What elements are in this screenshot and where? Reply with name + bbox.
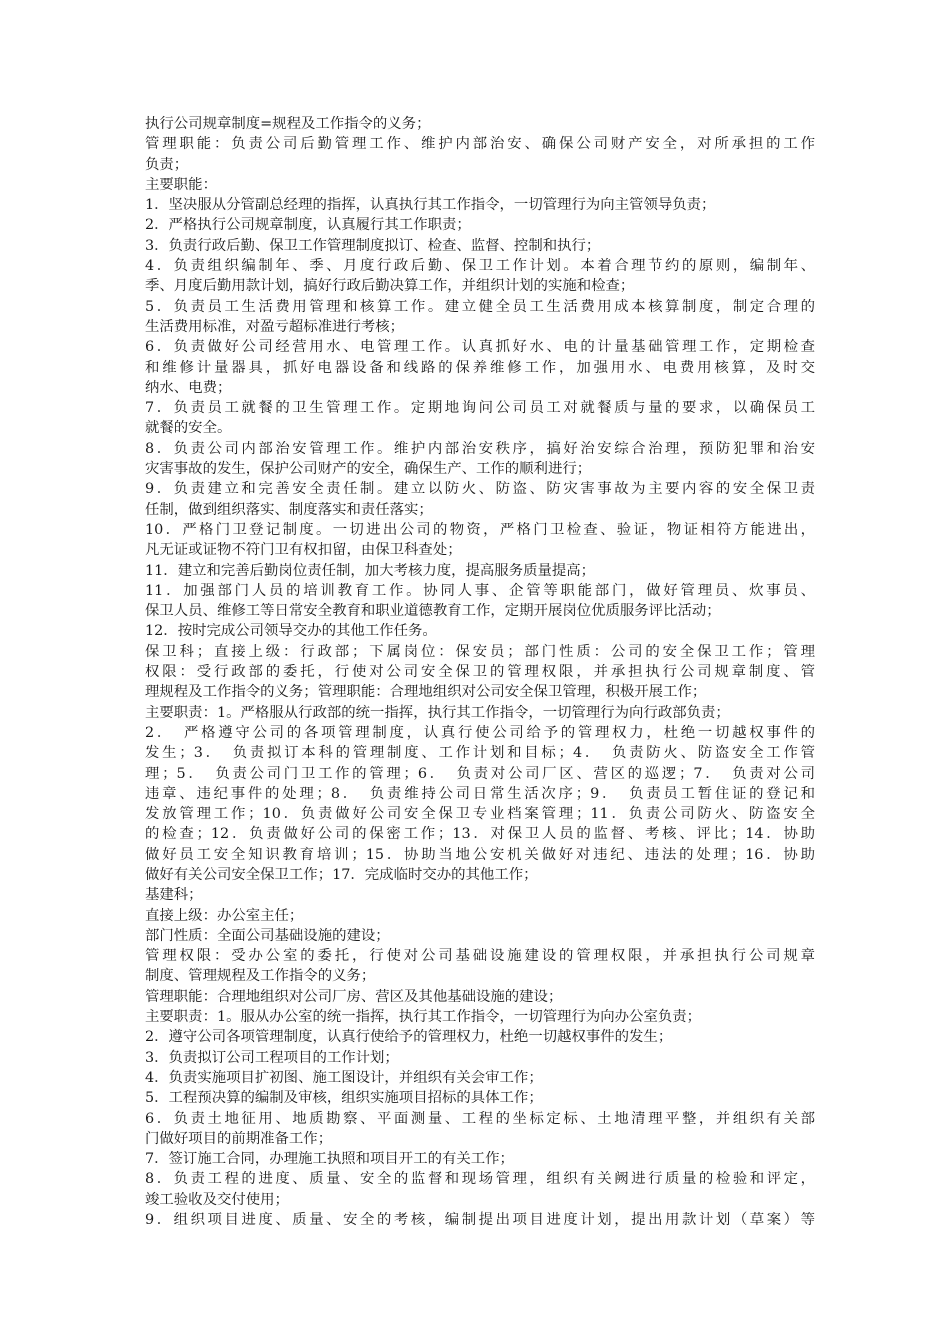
document-line: 纳水、电费； — [145, 379, 232, 396]
document-line: 和维修计量器具，抓好电器设备和线路的保养维修工作，加强用水、电费用核算，及时交 — [145, 359, 815, 376]
document-line: 制度、管理规程及工作指令的义务； — [145, 968, 376, 985]
document-line: 竣工验收及交付使用； — [145, 1191, 289, 1208]
document-line: 11．建立和完善后勤岗位责任制，加大考核力度，提高服务质量提高； — [145, 562, 596, 579]
document-line: 保卫人员、维修工等日常安全教育和职业道德教育工作，定期开展岗位优质服务评比活动； — [145, 603, 721, 620]
document-line: 管理职能：负责公司后勤管理工作、维护内部治安、确保公司财产安全，对所承担的工作 — [145, 136, 815, 153]
document-line: 凡无证或证物不符门卫有权扣留，由保卫科查处； — [145, 542, 462, 559]
document-line: 9．负责建立和完善安全责任制。建立以防火、防盗、防灾害事故为主要内容的安全保卫责 — [145, 481, 815, 498]
document-line: 理；5． 负责公司门卫工作的管理；6． 负责对公司厂区、营区的巡逻；7． 负责对公司 — [145, 765, 815, 782]
document-line: 12．按时完成公司领导交办的其他工作任务。 — [145, 623, 437, 640]
document-line: 直接上级：办公室主任； — [145, 907, 304, 924]
document-line: 主要职能： — [145, 176, 217, 193]
document-line: 5．负责员工生活费用管理和核算工作。建立健全员工生活费用成本核算制度，制定合理的 — [145, 298, 815, 315]
document-line: 理规程及工作指令的义务；管理职能：合理地组织对公司安全保卫管理，积极开展工作； — [145, 684, 707, 701]
document-line: 4．负责组织编制年、季、月度行政后勤、保卫工作计划。本着合理节约的原则，编制年、 — [145, 258, 815, 275]
document-line: 11．加强部门人员的培训教育工作。协同人事、企管等职能部门，做好管理员、炊事员、 — [145, 582, 815, 599]
document-line: 灾害事故的发生，保护公司财产的安全，确保生产、工作的顺利进行； — [145, 461, 592, 478]
document-line: 违章、违纪事件的处理；8． 负责维持公司日常生活次序；9． 负责员工暂住证的登记和 — [145, 785, 815, 802]
document-line: 发放管理工作；10．负责做好公司安全保卫专业档案管理；11．负责公司防火、防盗安全 — [145, 806, 815, 823]
document-line: 负责； — [145, 156, 189, 173]
document-line: 基建科； — [145, 887, 203, 904]
document-body — [145, 114, 815, 1230]
document-line: 门做好项目的前期准备工作； — [145, 1130, 333, 1147]
document-line: 2． 严格遵守公司的各项管理制度，认真行使公司给予的管理权力，杜绝一切越权事件的 — [145, 724, 815, 741]
document-line: 6．负责土地征用、地质勘察、平面测量、工程的坐标定标、土地清理平整，并组织有关部 — [145, 1110, 815, 1127]
document-line: 任制，做到组织落实、制度落实和责任落实； — [145, 501, 433, 518]
document-line: 执行公司规章制度=规程及工作指令的义务； — [145, 116, 431, 132]
document-line: 10．严格门卫登记制度。一切进出公司的物资，严格门卫检查、验证，物证相符方能进出， — [145, 521, 815, 538]
document-line: 1．坚决服从分管副总经理的指挥，认真执行其工作指令，一切管理行为向主管领导负责； — [145, 197, 716, 214]
document-line: 发生；3． 负责拟订本科的管理制度、工作计划和目标；4． 负责防火、防盗安全工作管 — [145, 745, 815, 762]
document-line: 生活费用标准，对盈亏超标准进行考核； — [145, 318, 405, 335]
document-line: 权限：受行政部的委托，行使对公司安全保卫的管理权限，并承担执行公司规章制度、管 — [145, 664, 815, 681]
document-line: 3．负责拟订公司工程项目的工作计划； — [145, 1049, 399, 1066]
document-line: 部门性质：全面公司基础设施的建设； — [145, 927, 390, 944]
document-line: 2．遵守公司各项管理制度，认真行使给予的管理权力，杜绝一切越权事件的发生； — [145, 1029, 673, 1046]
document-line: 管理职能：合理地组织对公司厂房、营区及其他基础设施的建设； — [145, 988, 563, 1005]
document-line: 7．签订施工合同，办理施工执照和项目开工的有关工作； — [145, 1151, 514, 1168]
document-line: 保卫科；直接上级：行政部；下属岗位：保安员；部门性质：公司的安全保卫工作；管理 — [145, 643, 815, 660]
document-line: 8．负责工程的进度、质量、安全的监督和现场管理，组织有关阙进行质量的检验和评定， — [145, 1171, 815, 1188]
document-line: 主要职责：1。严格服从行政部的统一指挥，执行其工作指令，一切管理行为向行政部负责； — [145, 704, 730, 721]
document-line: 8．负责公司内部治安管理工作。维护内部治安秩序，搞好治安综合治理，预防犯罪和治安 — [145, 440, 815, 457]
document-line: 6．负责做好公司经营用水、电管理工作。认真抓好水、电的计量基础管理工作，定期检查 — [145, 339, 815, 356]
document-line: 做好有关公司安全保卫工作；17．完成临时交办的其他工作； — [145, 866, 538, 883]
document-line: 就餐的安全。 — [145, 420, 232, 437]
document-line: 做好员工安全知识教育培训；15．协助当地公安机关做好对违纪、违法的处理；16．协助 — [145, 846, 815, 863]
document-line: 的检查；12．负责做好公司的保密工作；13．对保卫人员的监督、考核、评比；14．协助 — [145, 826, 815, 843]
document-line: 3．负责行政后勤、保卫工作管理制度拟订、检查、监督、控制和执行； — [145, 237, 601, 254]
document-line: 主要职责：1。服从办公室的统一指挥，执行其工作指令，一切管理行为向办公室负责； — [145, 1009, 702, 1026]
document-line: 9．组织项目进度、质量、安全的考核，编制提出项目进度计划，提出用款计划（草案）等 — [145, 1212, 815, 1229]
document-line: 7．负责员工就餐的卫生管理工作。定期地询问公司员工对就餐质与量的要求，以确保员工 — [145, 400, 815, 417]
document-line: 季、月度后勤用款计划，搞好行政后勤决算工作，并组织计划的实施和检查； — [145, 278, 635, 295]
document-line: 2．严格执行公司规章制度，认真履行其工作职责； — [145, 217, 471, 234]
document-line: 4．负责实施项目扩初图、施工图设计，并组织有关会审工作； — [145, 1069, 543, 1086]
document-line: 管理权限：受办公室的委托，行使对公司基础设施建设的管理权限，并承担执行公司规章 — [145, 948, 815, 965]
document-line: 5．工程预决算的编制及审核，组织实施项目招标的具体工作； — [145, 1090, 543, 1107]
